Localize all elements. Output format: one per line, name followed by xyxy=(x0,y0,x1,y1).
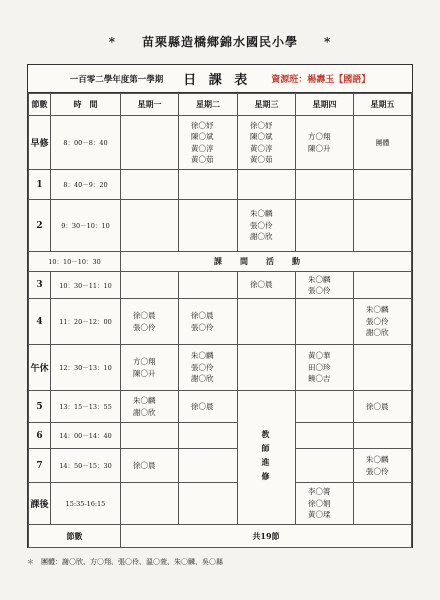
col-mon: 星期一 xyxy=(121,94,179,116)
cell-mon xyxy=(121,272,179,299)
cell-mon xyxy=(121,116,179,170)
time-cell: 13：15－13：55 xyxy=(51,391,121,423)
period-cell: 1 xyxy=(29,170,51,200)
cell-fri xyxy=(354,423,412,449)
table-row xyxy=(29,170,412,200)
cell-fri: 朱〇麟 張〇伶 謝〇欣 xyxy=(354,299,412,345)
time-cell: 8：40－9：20 xyxy=(51,170,121,200)
col-wed: 星期三 xyxy=(238,94,296,116)
table-row xyxy=(29,391,412,423)
cell-wed: 徐〇晨 xyxy=(238,272,296,299)
doc-title: 日 課 表 xyxy=(183,73,252,88)
time-cell: 10：10－10：30 xyxy=(29,252,121,272)
table-row xyxy=(29,345,412,391)
table-row xyxy=(29,200,412,252)
period-cell: 午休 xyxy=(29,345,51,391)
time-cell: 10：30－11：10 xyxy=(51,272,121,299)
cell-thu xyxy=(296,423,354,449)
time-cell: 14：50－15：30 xyxy=(51,449,121,483)
cell-mon xyxy=(121,200,179,252)
table-row xyxy=(29,423,412,449)
cell-mon: 朱〇麟 謝〇欣 xyxy=(121,391,179,423)
cell-thu: 李〇箐 徐〇娟 黃〇瑈 xyxy=(296,483,354,525)
col-period: 節數 xyxy=(29,94,51,116)
cell-mon: 徐〇晨 xyxy=(121,449,179,483)
cell-mon xyxy=(121,423,179,449)
period-cell: 早修 xyxy=(29,116,51,170)
cell-fri: 徐〇晨 xyxy=(354,391,412,423)
cell-thu xyxy=(296,200,354,252)
period-cell: 2 xyxy=(29,200,51,252)
col-fri: 星期五 xyxy=(354,94,412,116)
table-row xyxy=(29,449,412,483)
cell-tue: 朱〇麟 張〇伶 謝〇欣 xyxy=(179,345,238,391)
period-cell: 4 xyxy=(29,299,51,345)
cell-wed xyxy=(238,345,296,391)
time-cell: 14：00－14：40 xyxy=(51,423,121,449)
time-cell: 15:35-16:15 xyxy=(51,483,121,525)
timetable-header xyxy=(28,65,412,93)
col-thu: 星期四 xyxy=(296,94,354,116)
table-row xyxy=(29,299,412,345)
cell-thu: 方〇翔 陳〇升 xyxy=(296,116,354,170)
cell-wed xyxy=(238,299,296,345)
cell-wed: 徐〇妤 陳〇斌 黃〇淳 黃〇茹 xyxy=(238,116,296,170)
cell-tue xyxy=(179,483,238,525)
cell-tue xyxy=(179,200,238,252)
cell-wed xyxy=(238,170,296,200)
cell-fri xyxy=(354,345,412,391)
cell-fri xyxy=(354,170,412,200)
footer-row xyxy=(29,525,412,548)
cell-wed: 朱〇麟 張〇伶 謝〇欣 xyxy=(238,200,296,252)
schedule-table xyxy=(28,93,412,548)
cell-thu: 黃〇華 田〇珍 饒〇吉 xyxy=(296,345,354,391)
cell-fri: 朱〇麟 張〇伶 xyxy=(354,449,412,483)
footer-total: 共19節 xyxy=(121,525,412,548)
cell-tue: 徐〇晨 張〇伶 xyxy=(179,299,238,345)
col-tue: 星期二 xyxy=(179,94,238,116)
time-cell: 12：30－13：10 xyxy=(51,345,121,391)
cell-fri xyxy=(354,200,412,252)
time-cell: 9：30－10：10 xyxy=(51,200,121,252)
cell-tue xyxy=(179,272,238,299)
class-info: 資源班：楊壽玉【國語】 xyxy=(271,75,371,85)
cell-fri xyxy=(354,483,412,525)
time-cell: 8：00－8：40 xyxy=(51,116,121,170)
cell-thu xyxy=(296,299,354,345)
cell-fri: 團體 xyxy=(354,116,412,170)
time-cell: 11：20－12：00 xyxy=(51,299,121,345)
period-cell: 課後 xyxy=(29,483,51,525)
cell-tue: 徐〇晨 xyxy=(179,391,238,423)
cell-tue xyxy=(179,423,238,449)
cell-mon: 徐〇晨 張〇伶 xyxy=(121,299,179,345)
col-time: 時 間 xyxy=(51,94,121,116)
cell-thu xyxy=(296,170,354,200)
cell-mon xyxy=(121,170,179,200)
footer-label: 節數 xyxy=(29,525,121,548)
term-label: 一百零二學年度第一學期 xyxy=(69,74,164,85)
cell-mon xyxy=(121,483,179,525)
period-cell: 3 xyxy=(29,272,51,299)
wed-afternoon-cell: 教師進修 xyxy=(238,391,296,525)
cell-tue xyxy=(179,170,238,200)
cell-thu xyxy=(296,449,354,483)
cell-tue xyxy=(179,449,238,483)
header-row xyxy=(29,94,412,116)
cell-tue: 徐〇妤 陳〇斌 黃〇淳 黃〇茹 xyxy=(179,116,238,170)
timetable-frame xyxy=(27,64,413,548)
table-row xyxy=(29,272,412,299)
group-note: ＊ 團體：謝〇欣、方〇翔、張〇伶、溫〇萱、朱〇麟、吳〇縣 xyxy=(27,558,223,566)
cell-mon: 方〇翔 陳〇升 xyxy=(121,345,179,391)
cell-fri xyxy=(354,272,412,299)
period-cell: 6 xyxy=(29,423,51,449)
cell-thu xyxy=(296,391,354,423)
table-row xyxy=(29,483,412,525)
table-row xyxy=(29,252,412,272)
recess-label: 課間活動 xyxy=(121,252,412,272)
table-row xyxy=(29,116,412,170)
school-title: * 苗栗縣造橋鄉錦水國民小學 * xyxy=(108,35,332,49)
cell-thu: 朱〇麟 張〇伶 xyxy=(296,272,354,299)
period-cell: 7 xyxy=(29,449,51,483)
period-cell: 5 xyxy=(29,391,51,423)
